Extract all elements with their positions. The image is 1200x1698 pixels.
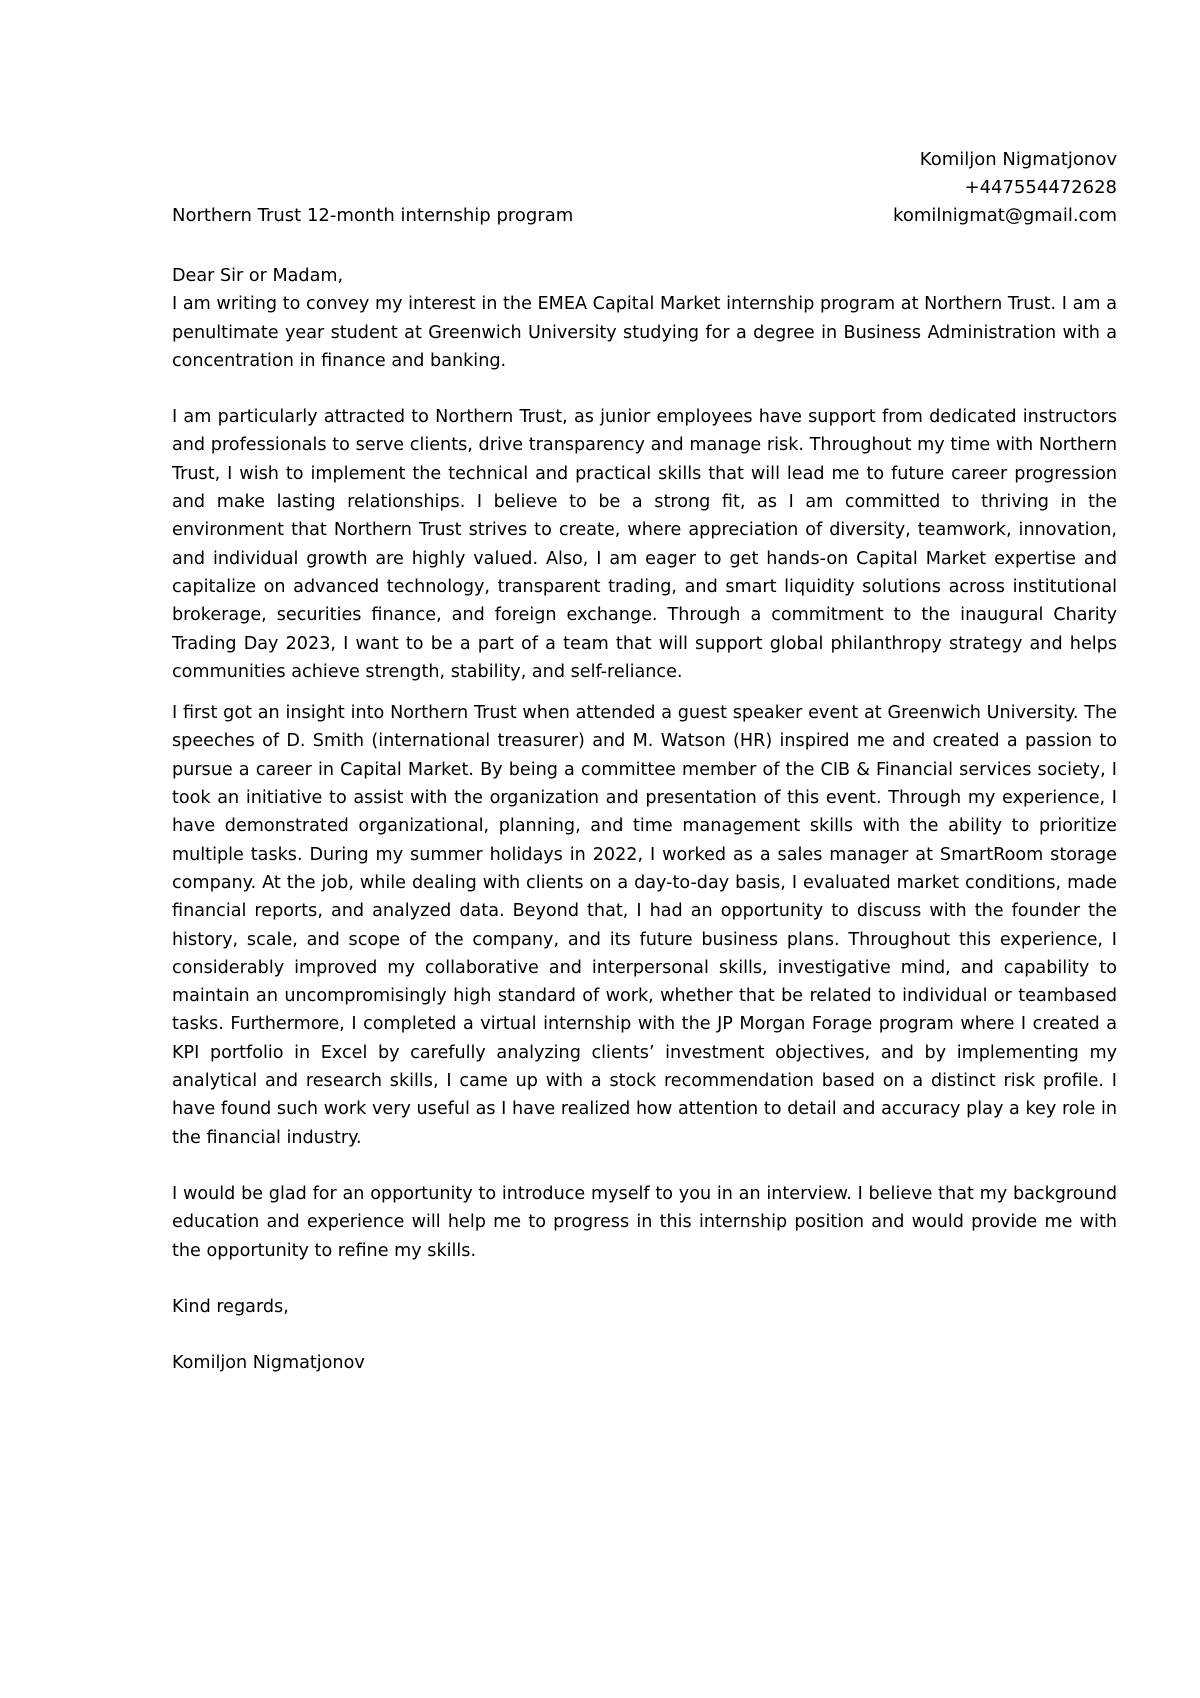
paragraph-motivation: I am particularly attracted to Northern Trust, as junior employees have support from dedicated instructors and professionals to serve clients, drive transparency and manage risk. Throughout my time with Northern Trust, I wish to implement the technical and practical skills that will lead me to future career progression and make lasting relationships. I believe to be a strong fit, as I am committed to thriving in the environment that Northern Trust strives to create, where appreciation of diversity, teamwork, innovation, and individual growth are highly valued. Also, I am eager to get hands-on Capital Market expertise and capitalize on advanced technology, transparent trading, and smart liquidity solutions across institutional brokerage, securities finance, and foreign exchange. Through a commitment to the inaugural Charity Trading Day 2023, I want to be a part of a team that will support global philanthropy strategy and helps communities achieve strength, stability, and self-reliance.: [172, 407, 1117, 682]
closing: Kind regards,: [172, 1296, 289, 1317]
sender-phone: +447554472628: [964, 177, 1117, 198]
paragraph-intro: I am writing to convey my interest in the EMEA Capital Market internship program at Northern Trust. I am a penultimate year student at Greenwich University studying for a degree in Business Administration with a concentration in finance and banking.: [172, 294, 1117, 371]
sender-block: [760, 146, 1117, 230]
letter-body: [172, 262, 1117, 1377]
salutation: Dear Sir or Madam,: [172, 266, 344, 286]
paragraph-experience: I first got an insight into Northern Trust when attended a guest speaker event at Greenwich University. The speeches of D. Smith (international treasurer) and M. Watson (HR) inspired me and created a passion to pursue a career in Capital Market. By being a committee member of the CIB & Financial services society, I took an initiative to assist with the organization and presentation of this event. Through my experience, I have demonstrated organizational, planning, and time management skills with the ability to prioritize multiple tasks. During my summer holidays in 2022, I worked as a sales manager at SmartRoom storage company. At the job, while dealing with clients on a day-to-day basis, I evaluated market conditions, made financial reports, and analyzed data. Beyond that, I had an opportunity to discuss with the founder the history, scale, and scope of the company, and its future business plans. Throughout this experience, I considerably improved my collaborative and interpersonal skills, investigative mind, and capability to maintain an uncompromisingly high standard of work, whether that be related to individual or teambased tasks. Furthermore, I completed a virtual internship with the JP Morgan Forage program where I created a KPI portfolio in Excel by carefully analyzing clients’ investment objectives, and by implementing my analytical and research skills, I came up with a stock recommendation based on a distinct risk profile. I have found such work very useful as I have realized how attention to detail and accuracy play a key role in the financial industry.: [172, 703, 1117, 1148]
sender-email: komilnigmat@gmail.com: [893, 205, 1117, 226]
program-title: Northern Trust 12-month internship program: [172, 205, 574, 226]
sender-name: Komiljon Nigmatjonov: [919, 149, 1117, 170]
signature: Komiljon Nigmatjonov: [172, 1353, 365, 1374]
paragraph-conclusion: I would be glad for an opportunity to introduce myself to you in an interview. I believe that my background education and experience will help me to progress in this internship position and would provide me with the opportunity to refine my skills.: [172, 1183, 1117, 1261]
